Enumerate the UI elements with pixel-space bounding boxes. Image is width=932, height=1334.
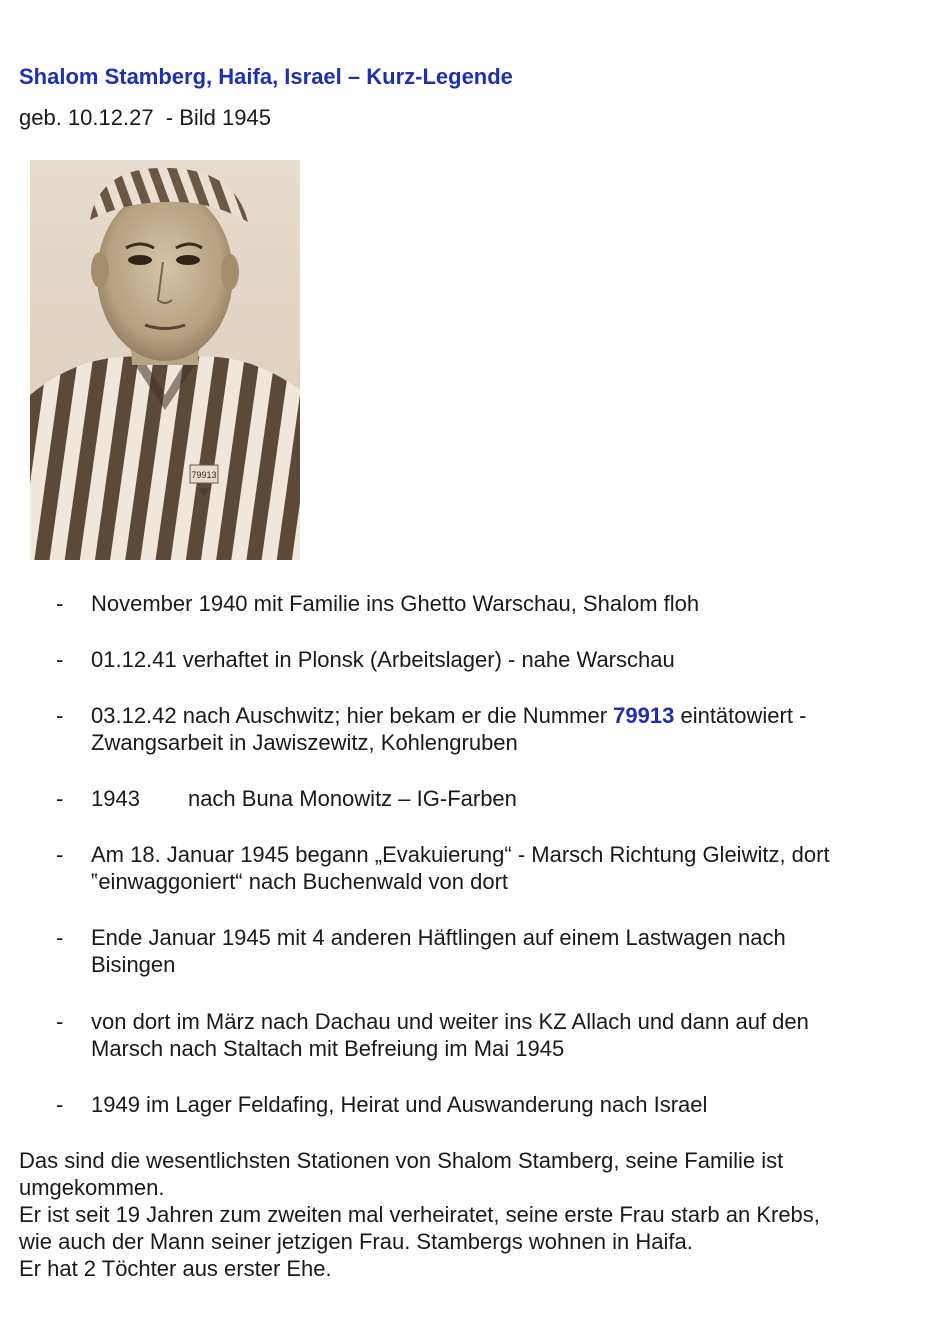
portrait-photo	[30, 160, 300, 560]
event-text-line2: Bisingen	[91, 952, 176, 977]
bullet-dash: -	[56, 925, 64, 950]
event-text-part: eintätowiert -	[674, 703, 807, 728]
event-text-line2: Zwangsarbeit in Jawiszewitz, Kohlengruben	[91, 730, 518, 755]
closing-paragraph	[19, 1147, 919, 1282]
birth-line: geb. 10.12.27 - Bild 1945	[19, 105, 271, 130]
document-title: Shalom Stamberg, Haifa, Israel – Kurz-Legende	[19, 63, 513, 89]
event-text: 01.12.41 verhaftet in Plonsk (Arbeitslager) - nahe Warschau	[91, 647, 675, 672]
event-text: November 1940 mit Familie ins Ghetto Warschau, Shalom floh	[91, 591, 700, 616]
event-text	[91, 702, 926, 756]
closing-line: Er ist seit 19 Jahren zum zweiten mal verheiratet, seine erste Frau starb an Krebs,	[19, 1202, 820, 1227]
bullet-dash: -	[56, 703, 64, 728]
bullet-dash: -	[56, 842, 64, 867]
bullet-dash: -	[56, 1092, 64, 1117]
event-text	[91, 924, 926, 978]
event-text	[91, 785, 926, 812]
event-text-line1: Ende Januar 1945 mit 4 anderen Häftlingen auf einem Lastwagen nach	[91, 925, 786, 950]
event-text-part: 03.12.42 nach Auschwitz; hier bekam er die Nummer	[91, 703, 614, 728]
bullet-dash: -	[56, 1009, 64, 1034]
event-text	[91, 1008, 926, 1062]
event-text	[91, 841, 926, 895]
closing-line: Er hat 2 Töchter aus erster Ehe.	[19, 1256, 332, 1281]
closing-line: wie auch der Mann seiner jetzigen Frau. Stambergs wohnen in Haifa.	[19, 1229, 693, 1254]
event-text-part: nach Buna Monowitz – IG-Farben	[187, 786, 517, 811]
event-year: 1943	[91, 786, 140, 811]
badge-number: 79913	[191, 470, 217, 480]
event-text-line1: von dort im März nach Dachau und weiter ins KZ Allach und dann auf den	[91, 1009, 809, 1034]
bullet-dash: -	[56, 786, 64, 811]
prisoner-number: 79913	[613, 703, 675, 728]
event-text-line2: ‟einwaggoniert“ nach Buchenwald von dort	[91, 869, 509, 894]
closing-line: Das sind die wesentlichsten Stationen von Shalom Stamberg, seine Familie ist	[19, 1148, 784, 1173]
bullet-dash: -	[56, 647, 64, 672]
event-text: 1949 im Lager Feldafing, Heirat und Auswanderung nach Israel	[91, 1092, 708, 1117]
closing-line: umgekommen.	[19, 1175, 165, 1200]
bullet-dash: -	[56, 591, 64, 616]
event-text-line1: Am 18. Januar 1945 begann „Evakuierung“ - Marsch Richtung Gleiwitz, dort	[91, 842, 830, 867]
event-text-line2: Marsch nach Staltach mit Befreiung im Mai 1945	[91, 1036, 565, 1061]
